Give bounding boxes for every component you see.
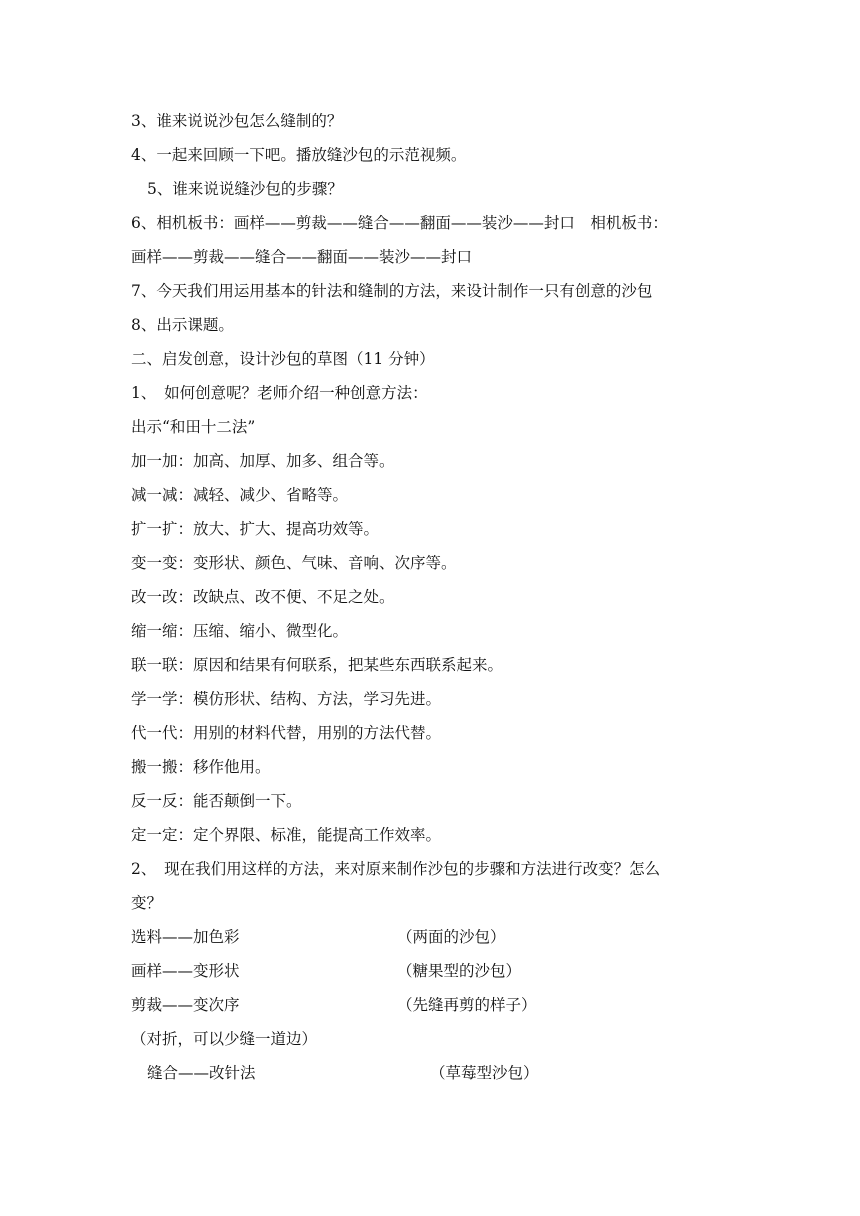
- text-line: 出示“和田十二法”: [131, 418, 256, 436]
- section-heading: 二、启发创意，设计沙包的草图（11 分钟）: [131, 350, 435, 368]
- text-line: 7、今天我们用运用基本的针法和缝制的方法，来设计制作一只有创意的沙包: [131, 282, 653, 300]
- text-line: 扩一扩：放大、扩大、提高功效等。: [131, 520, 380, 538]
- text-line: 6、相机板书：画样——剪裁——缝合——翻面——装沙——封口 相机板书：: [131, 214, 668, 232]
- text-line: 2、 现在我们用这样的方法，来对原来制作沙包的步骤和方法进行改变？怎么: [131, 860, 661, 878]
- text-line: 变？: [131, 894, 163, 912]
- right-note: （糖果型的沙包）: [397, 962, 522, 980]
- text-line: 定一定：定个界限、标准，能提高工作效率。: [131, 826, 442, 844]
- text-line: 画样——变形状: [131, 962, 240, 980]
- text-line: 1、 如何创意呢？老师介绍一种创意方法：: [131, 384, 428, 402]
- text-line: 联一联：原因和结果有何联系，把某些东西联系起来。: [131, 656, 504, 674]
- text-line: 缝合——改针法: [147, 1064, 256, 1082]
- text-line: 代一代：用别的材料代替，用别的方法代替。: [131, 724, 442, 742]
- text-line: 反一反：能否颠倒一下。: [131, 792, 302, 810]
- text-line: 选料——加色彩: [131, 928, 240, 946]
- text-line: 学一学：模仿形状、结构、方法，学习先进。: [131, 690, 442, 708]
- text-line: 搬一搬：移作他用。: [131, 758, 271, 776]
- text-line: 剪裁——变次序: [131, 996, 240, 1014]
- text-line: （对折，可以少缝一道边）: [131, 1030, 318, 1048]
- right-note: （两面的沙包）: [397, 928, 506, 946]
- right-note: （草莓型沙包）: [430, 1064, 539, 1082]
- text-line: 3、谁来说说沙包怎么缝制的？: [131, 112, 343, 130]
- text-line: 变一变：变形状、颜色、气味、音响、次序等。: [131, 554, 457, 572]
- text-line: 画样——剪裁——缝合——翻面——装沙——封口: [131, 248, 473, 266]
- text-line: 缩一缩：压缩、缩小、微型化。: [131, 622, 349, 640]
- text-line: 4、一起来回顾一下吧。播放缝沙包的示范视频。: [131, 146, 467, 164]
- text-line: 8、出示课题。: [131, 316, 234, 334]
- text-line: 减一减：减轻、减少、省略等。: [131, 486, 349, 504]
- text-line: 加一加：加高、加厚、加多、组合等。: [131, 452, 395, 470]
- right-note: （先缝再剪的样子）: [397, 996, 537, 1014]
- text-line: 改一改：改缺点、改不便、不足之处。: [131, 588, 395, 606]
- text-line: 5、谁来说说缝沙包的步骤？: [147, 180, 343, 198]
